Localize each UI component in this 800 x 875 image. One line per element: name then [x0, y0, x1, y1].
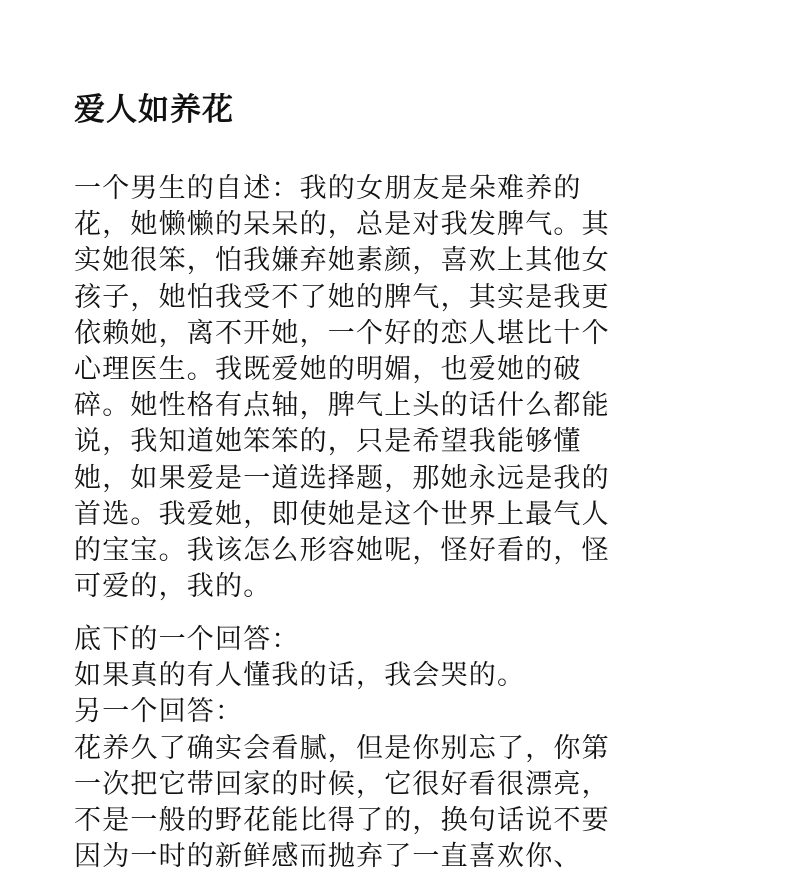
text-line: 说，我知道她笨笨的，只是希望我能够懂	[74, 426, 582, 458]
text-line: 首选。我爱她，即使她是这个世界上最气人	[74, 498, 610, 530]
text-line: 可爱的，我的。	[74, 571, 272, 603]
text-line: 实她很笨，怕我嫌弃她素颜，喜欢上其他女	[74, 245, 610, 277]
answer-text-line: 如果真的有人懂我的话，我会哭的。	[74, 660, 526, 692]
article-title: 爱人如养花	[74, 92, 234, 128]
answer-text-line: 不是一般的野花能比得了的，换句话说不要	[74, 804, 610, 836]
answers-section	[74, 622, 654, 875]
text-line: 的宝宝。我该怎么形容她呢，怪好看的，怪	[74, 534, 610, 566]
text-line: 孩子，她怕我受不了她的脾气，其实是我更	[74, 281, 610, 313]
answer-heading: 另一个回答：	[74, 696, 244, 728]
answer-text-line: 一次把它带回家的时候，它很好看很漂亮，	[74, 768, 610, 800]
text-line: 心理医生。我既爱她的明媚，也爱她的破	[74, 353, 582, 385]
intro-paragraph	[74, 171, 654, 605]
answer-heading: 底下的一个回答：	[74, 624, 300, 655]
answer-text-line: 花养久了确实会看腻，但是你别忘了，你第	[74, 732, 610, 764]
text-line: 她，如果爱是一道选择题，那她永远是我的	[74, 462, 610, 494]
text-line: 一个男生的自述：我的女朋友是朵难养的	[74, 173, 582, 204]
text-line: 碎。她性格有点轴，脾气上头的话什么都能	[74, 390, 610, 422]
text-line: 花，她懒懒的呆呆的，总是对我发脾气。其	[74, 209, 610, 241]
answer-text-line: 因为一时的新鲜感而抛弃了一直喜欢你、	[74, 841, 582, 873]
text-line: 依赖她，离不开她，一个好的恋人堪比十个	[74, 317, 610, 349]
